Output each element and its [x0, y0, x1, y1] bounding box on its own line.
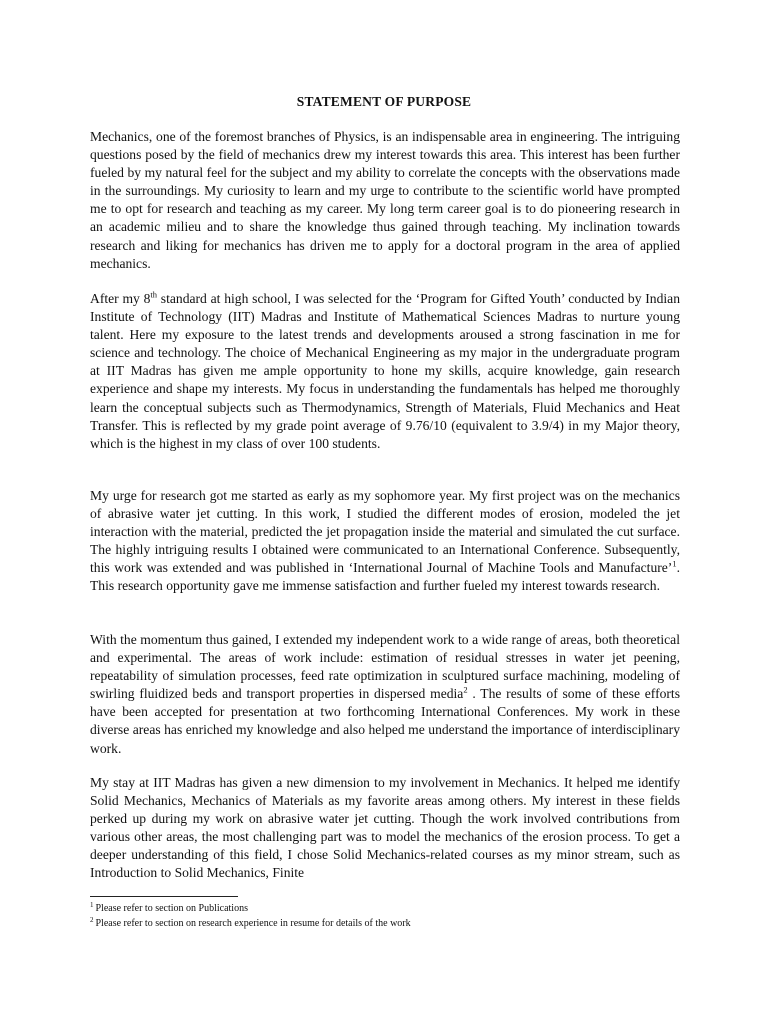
paragraph-iit-madras: My stay at IIT Madras has given a new dimension to my involvement in Mechanics. It helped me identify Solid Mechanics, Mechanics of Materials as my favorite areas among others. My interest in these fields perked up during my work on abrasive water jet cutting. Though the work involved contributions from various other areas, the most challenging part was to model the mechanics of the erosion process. To get a deeper understanding of this field, I chose Solid Mechanics-related courses as my minor stream, such as Introduction to Solid Mechanics, Finite: [90, 775, 680, 881]
paragraph-research: [90, 487, 680, 596]
paragraph-text: After my 8: [90, 291, 151, 306]
footnote-1: [90, 901, 690, 916]
footnote-reference-1: 1: [672, 558, 677, 569]
footnote-mark: 2: [90, 915, 94, 924]
paragraph-text: . The results of some of these efforts have been accepted for presentation at two forthcoming International Conferences. My work in these diverse areas has enriched my knowledge and also helped me understand the importance of interdisciplinary work.: [90, 686, 680, 756]
document-title: STATEMENT OF PURPOSE: [296, 94, 472, 109]
paragraph-text: standard at high school, I was selected for the ‘Program for Gifted Youth’ conducted by Indian Institute of Technology (IIT) Madras and Institute of Mathematical Sciences Madras to nurture young talent. Here my exposure to the latest trends and developments aroused a strong fascination in me for science and technology. The choice of Mechanical Engineering as my major in the undergraduate program at IIT Madras has given me ample opportunity to hone my skills, acquire knowledge, gain research experience and shape my interests. My focus in understanding the fundamentals has helped me thoroughly learn the conceptual subjects such as Thermodynamics, Strength of Materials, Fluid Mechanics and Heat Transfer. This is reflected by my grade point average of 9.76/10 (equivalent to 3.9/4) in my Major theory, which is the highest in my class of over 100 students.: [90, 291, 680, 451]
footnote-text: Please refer to section on Publications: [95, 903, 248, 914]
footnote-divider: [90, 896, 238, 897]
footnote-mark: 1: [90, 900, 94, 909]
footnote-text: Please refer to section on research experience in resume for details of the work: [95, 918, 411, 929]
paragraph-background: [90, 290, 680, 453]
paragraph-text: My urge for research got me started as early as my sophomore year. My first project was on the mechanics of abrasive water jet cutting. In this work, I studied the different modes of erosion, modeled the jet interaction with the material, predicted the jet propagation inside the material and simulated the cut surface. The highly intriguing results I obtained were communicated to an International Conference. Subsequently, this work was extended and was published in ‘International Journal of Machine Tools and Manufacture’: [90, 488, 680, 576]
paragraph-text: With the momentum thus gained, I extended my independent work to a wide range of areas, both theoretical and experimental. The areas of work include: estimation of residual stresses in water jet peening, repeatability of simulation processes, feed rate optimization in sculptured surface machining, modeling of swirling fluidized beds and transport properties in dispersed media: [90, 632, 680, 702]
footnotes: [90, 901, 690, 931]
paragraph-momentum: [90, 631, 680, 758]
paragraph-text: . This research opportunity gave me immense satisfaction and further fueled my interest towards research.: [90, 560, 680, 594]
footnote-reference-2: 2: [463, 684, 468, 695]
paragraph-intro: Mechanics, one of the foremost branches of Physics, is an indispensable area in engineering. The intriguing questions posed by the field of mechanics drew my interest towards this area. This interest has been further fueled by my natural feel for the subject and my ability to correlate the concepts with the observations made in the surroundings. My curiosity to learn and my urge to contribute to the scientific world have prompted me to opt for research and teaching as my career. My long term career goal is to do pioneering research in an academic milieu and to share the knowledge thus gained through teaching. My inclination towards research and liking for mechanics has driven me to apply for a doctoral program in the area of applied mechanics.: [90, 129, 680, 271]
superscript: th: [150, 289, 158, 300]
footnote-2: [90, 916, 690, 931]
